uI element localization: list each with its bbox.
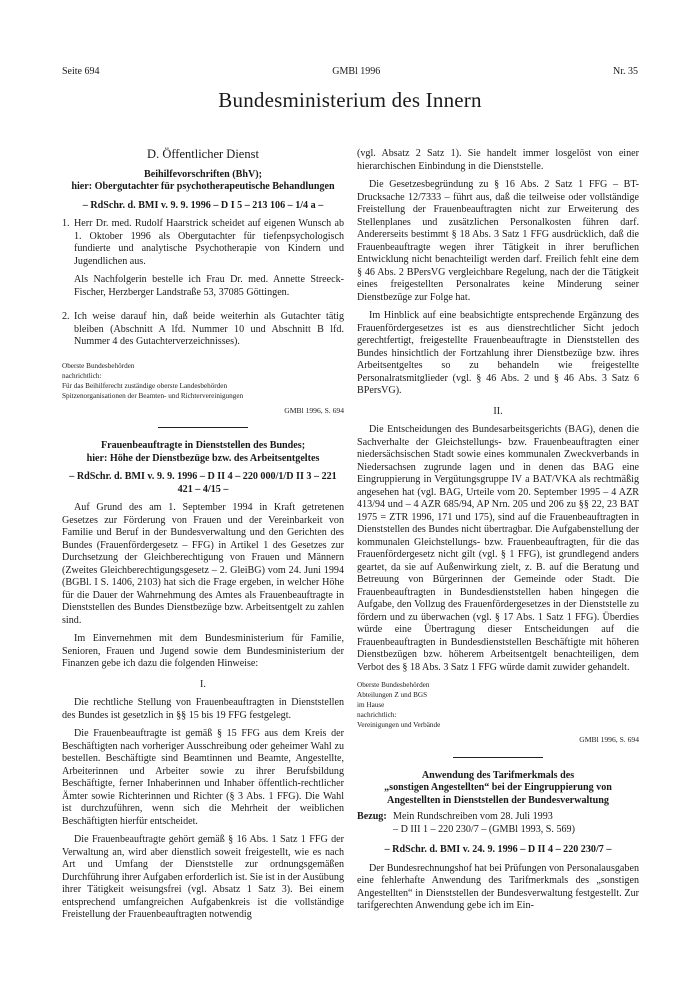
bezug-label: Bezug: <box>357 811 387 822</box>
paragraph: Im Einvernehmen mit dem Bundesministerium für Familie, Senioren, Frauen und Jugend sowie dem Bundesministerium der Finanzen gebe ich dazu die folgenden Hinweise: <box>62 633 344 669</box>
distribution-line: Abteilungen Z und BGS <box>357 691 428 699</box>
article1-reference: – RdSchr. d. BMI v. 9. 9. 1996 – D I 5 – 213 106 – 1/4 a – <box>82 199 324 211</box>
article3-title-line3: Angestellten in Dienststellen der Bundesverwaltung <box>387 794 609 806</box>
item-text: Als Nachfolgerin bestelle ich Frau Dr. med. Annette Streeck-Fischer, Herzberger Landstraße 53, 37085 Göttingen. <box>74 274 344 298</box>
page-header <box>62 66 638 77</box>
section-numeral: I. <box>200 678 206 690</box>
distribution-line: nachrichtlich: <box>357 711 397 719</box>
item-number: 2. <box>62 311 70 322</box>
distribution-line: Für das Beihilferecht zuständige oberste Landesbehörden <box>62 381 228 390</box>
article1-item1 <box>62 218 344 305</box>
article1-title-line2: hier: Obergutachter für psychotherapeutische Behandlungen <box>71 181 335 192</box>
paragraph: Auf Grund des am 1. September 1994 in Kraft getretenen Gesetzes zur Förderung von Frauen und der Vereinbarkeit von Familie und Beruf in der Bundesverwaltung und den Gerichten des Bundes (Frauenfördergesetz – FFG) in Artikel 1 des Gesetzes zur Durchsetzung der Gleichberechtigung von Frauen und Männern (Zweites Gleichberechtigungsgesetz – 2. GleiBG) vom 24. Juni 1994 (BGBl. I S. 1406, 2103) hat sich die Frage ergeben, in welcher Höhe für die Dauer der Wahrnehmung des Amtes als Frauenbeauftragte in Dienststellen des Bundes Dienstbezüge bzw. Arbeitsentgelt zu zahlen sind. <box>62 502 344 626</box>
paragraph: Die rechtliche Stellung von Frauenbeauftragten in Dienststellen des Bundes ist gesetzlich in §§ 15 bis 19 FFG festgelegt. <box>62 697 344 721</box>
item-number: 1. <box>62 218 70 229</box>
bezug-line: – D III 1 – 220 230/7 – (GMBl 1993, S. 569) <box>393 823 575 835</box>
article1-title <box>62 169 344 194</box>
article3-title-line1: Anwendung des Tarifmerkmals des <box>421 769 575 781</box>
journal-label: GMBl 1996 <box>332 66 381 77</box>
paragraph: Die Frauenbeauftragte gehört gemäß § 16 Abs. 1 Satz 1 FFG der Verwaltung an, wird aber dienstlich soweit freigestellt, wie es nach Art und Umfang der Dienststelle zur ordnungsgemäßen Durchführung ihrer Aufgaben erforderlich ist. Sie ist in der Ausübung ihrer Tätigkeit weisungsfrei (vgl. Absatz 1 Satz 3). Bei einem entsprechend umfangreichen Aufgabenkreis ist die vollständige Freistellung der Frauenbeauftragten notwendig <box>62 834 344 920</box>
article3-reference: – RdSchr. d. BMI v. 24. 9. 1996 – D II 4 – 220 230/7 – <box>384 844 612 855</box>
section-numeral: II. <box>493 405 503 417</box>
distribution-line: im Hause <box>357 701 385 709</box>
source-citation: GMBl 1996, S. 694 <box>579 735 639 744</box>
distribution-line: Spitzenorganisationen der Beamten- und Richtervereinigungen <box>62 391 244 400</box>
source-citation: GMBl 1996, S. 694 <box>284 405 344 415</box>
article2-reference: – RdSchr. d. BMI v. 9. 9. 1996 – D II 4 – 220 000/1/D II 3 – 221 421 – 4/15 – <box>69 471 337 495</box>
bezug-line: Mein Rundschreiben vom 28. Juli 1993 <box>393 811 553 822</box>
distribution-line: nachrichtlich: <box>62 371 102 380</box>
separator-rule <box>453 757 543 758</box>
paragraph: Die Frauenbeauftragte ist gemäß § 15 FFG aus dem Kreis der Beschäftigten nach vorheriger Ausschreibung oder geheimer Wahl zu bestellen. Beschäftigte sind Beamtinnen und Beamte, Angestellte, Arbeiterinnen und Arbeiter sowie zu ihrer Berufsbildung Beschäftigte, ferner Inhaberinnen und Inhaber öffentlich-rechtlicher Ämter sowie Richterinnen und Richter (§ 3 Abs. 1 FFG). Die Wahl ist durchzuführen, wenn sich die Mehrheit der weiblichen Beschäftigten hierfür entscheidet. <box>62 728 344 827</box>
paragraph: Der Bundesrechnungshof hat bei Prüfungen von Personalausgaben eine fehlerhafte Anwendung des Tarifmerkmals des „sonstigen Angestellten“ in Dienststellen der Bundesverwaltung festgestellt. Zur tarifgerechten Anwendung gebe ich im Ein- <box>357 862 639 911</box>
left-column <box>62 148 344 928</box>
section-heading: D. Öffentlicher Dienst <box>147 147 259 161</box>
ministry-title: Bundesministerium des Innern <box>218 88 482 112</box>
distribution-line: Vereinigungen und Verbände <box>357 721 441 729</box>
issue-number: Nr. 35 <box>613 66 638 77</box>
distribution-line: Oberste Bundesbehörden <box>62 361 135 370</box>
paragraph: Die Gesetzesbegründung zu § 16 Abs. 2 Satz 1 FFG – BT-Drucksache 12/7333 – führt aus, daß die teilweise oder vollständige Freistellung der Frauenbeauftragten nicht zur Erweiterung des Stellenplanes und zusätzlichen Personalkosten führen darf. Andererseits bestimmt § 18 Abs. 3 Satz 1 FFG ausdrücklich, daß die Frauenbeauftragte wegen ihrer Tätigkeit in ihrer beruflichen Entwicklung nicht benachteiligt werden darf. Freilich fehlt eine dem § 46 Abs. 2 BPersVG vergleichbare Regelung, nach der die Tätigkeit eines freigestellten Personalrates keine Minderung seiner Dienstbezüge zur Folge hat. <box>357 179 639 303</box>
paragraph: (vgl. Absatz 2 Satz 1). Sie handelt immer losgelöst von einer hierarchischen Einbindung in die Dienststelle. <box>357 148 639 172</box>
separator-rule <box>158 427 248 428</box>
article1-item2 <box>62 311 344 355</box>
paragraph: Im Hinblick auf eine beabsichtigte entsprechende Ergänzung des Frauenfördergesetzes ist es aus dienstrechtlicher Sicht jedoch gerechtfertigt, freigestellte Frauenbeauftragte in Dienststellen des Bundes hinsichtlich der Fortzahlung ihrer Dienstbezüge bzw. ihres Arbeitsentgeltes so zu behandeln wie freigestellte Personalratsmitglieder (vgl. § 46 Abs. 2 und § 46 Abs. 3 Satz 6 BPersVG). <box>357 310 639 396</box>
article3-title-line2: „sonstigen Angestellten“ bei der Eingruppierung von <box>384 782 612 793</box>
paragraph: Die Entscheidungen des Bundesarbeitsgerichts (BAG), denen die Sachverhalte der Gleichstellungs- bzw. Frauenbeauftragten einer niedersächsischen Stadt sowie eines kommunalen Zweckverbands in Niedersachsen zugrunde lagen und in denen das BAG eine Eingruppierung in Vergütungsgruppe IV a BAT/VKA als rechtmäßig angesehen hat (vgl. BAG, Urteile vom 20. September 1995 – 4 AZR 413/94 und – 4 AZR 685/94, AP Nrn. 205 und 206 zu §§ 22, 23 BAT 1975 = ZTR 1996, 171 und 175), sind auf die Frauenbeauftragten in Dienststellen des Bundes nicht übertragbar. Die Aufgabenstellung der kommunalen Gleichstellungs- bzw. Frauenbeauftragten, für die das Frauenfördergesetz nicht gilt (vgl. § 1 FFG), ist grundlegend anders geartet, da sie auf Außenwirkung zielt, z. B. auf die Beratung und Betreuung von Bürgerinnen der Gemeinde oder Stadt. Die Frauenbeauftragten in Bundesdienststellen haben hingegen die Aufgabe, den Vollzug des Frauenfördergesetzes in der Dienststelle zu fördern und zu überwachen (vgl. § 17 Abs. 1 Satz 1 FFG). Überdies würde eine Übertragung dieser Entscheidungen auf die Frauenbeauftragten in Bundesdienststellen Beschäftigte mit höheren Dienstbezügen bzw. höherem Arbeitsentgelt benachteiligen, dem Verbot des § 18 Abs. 3 Satz 1 FFG würde damit zuwider gehandelt. <box>357 424 639 673</box>
article2-title-line1: Frauenbeauftragte in Dienststellen des Bundes; <box>100 440 306 451</box>
article2-title-line2: hier: Höhe der Dienstbezüge bzw. des Arbeitsentgeltes <box>86 452 320 464</box>
item-text: Ich weise darauf hin, daß beide weiterhin als Gutachter tätig bleiben (Abschnitt A lfd. Nummer 10 und Abschnitt B lfd. Nummer 4 des Gutachterverzeichnisses). <box>74 311 344 347</box>
article2-title <box>62 440 344 465</box>
item-text: Herr Dr. med. Rudolf Haarstrick scheidet auf eigenen Wunsch ab 1. Oktober 1996 als Obergutachter für tiefenpsychologisch fundierte und analytische Psychotherapie von Kindern und Jugendlichen aus. <box>74 218 344 267</box>
right-column <box>357 148 639 919</box>
article1-title-line1: Beihilfevorschriften (BhV); <box>143 168 263 180</box>
article3-title <box>357 770 639 808</box>
page-number: Seite 694 <box>62 66 100 77</box>
bezug-block <box>357 811 639 836</box>
distribution-line: Oberste Bundesbehörden <box>357 681 430 689</box>
